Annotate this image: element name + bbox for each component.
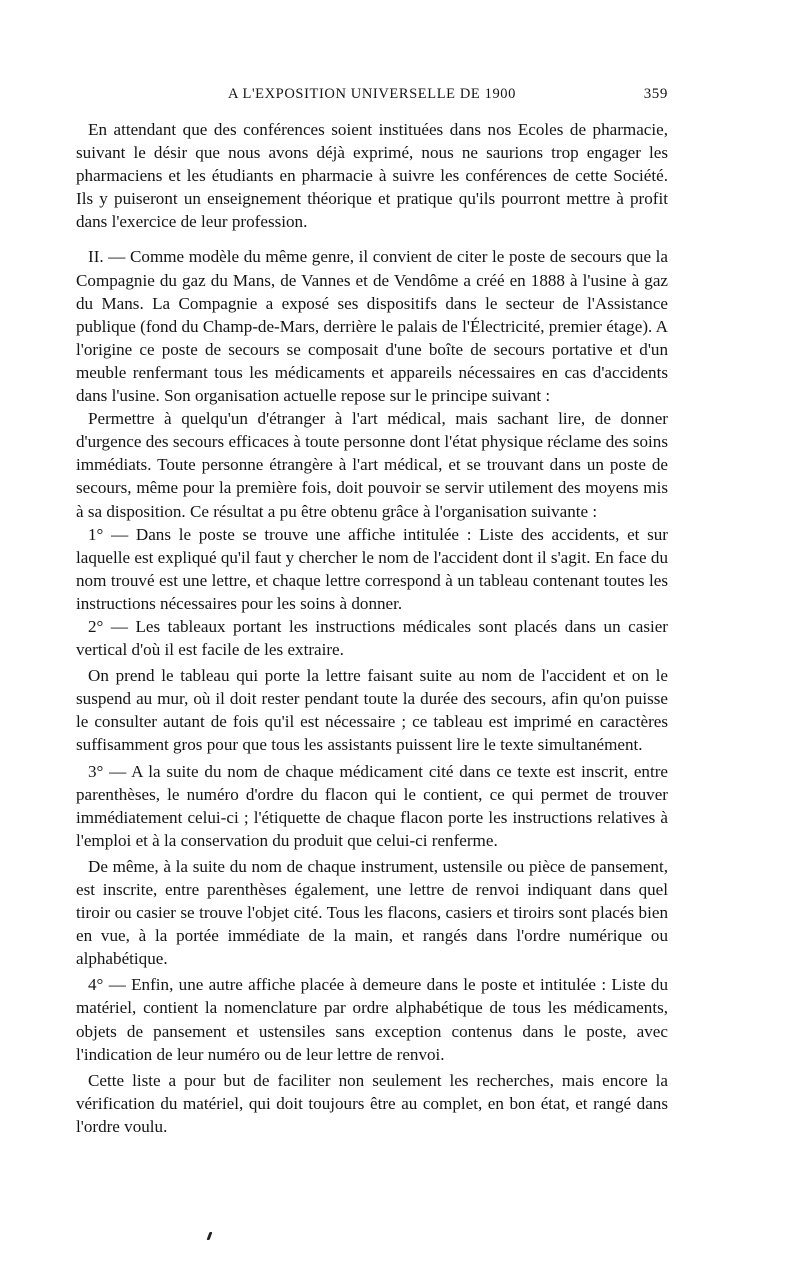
paragraph-point-4: 4° — Enfin, une autre affiche placée à demeure dans le poste et intitulée : Liste du matériel, contient la nomenclature par ordre alphabétique de tous les médicaments, objets de pansement et ustensiles sans exception contenus dans le poste, avec l'indication de leur numéro ou de leur lettre de renvoi.: [76, 975, 668, 1064]
paragraph-instruments: De même, à la suite du nom de chaque instrument, ustensile ou pièce de pansement, est inscrite, entre parenthèses également, une lettre de renvoi indiquant dans quel tiroir ou casier se trouve l'objet cité. Tous les flacons, casiers et tiroirs sont placés bien en vue, à la portée immédiate de la main, et rangés dans l'ordre numérique ou alphabétique.: [76, 856, 668, 969]
running-title: A L'EXPOSITION UNIVERSELLE DE 1900: [227, 86, 517, 102]
paragraph-point-2: 2° — Les tableaux portant les instructions médicales sont placés dans un casier vertical d'où il est facile de les extraire.: [76, 616, 668, 660]
paragraph-list-purpose: Cette liste a pour but de faciliter non seulement les recherches, mais encore la vérification du matériel, qui doit toujours être au complet, en bon état, et rangé dans l'ordre voulu.: [76, 1070, 668, 1136]
paragraph-tableau: On prend le tableau qui porte la lettre faisant suite au nom de l'accident et on le suspend au mur, où il doit rester pendant toute la durée des secours, afin qu'on puisse le consulter autant de fois qu'il est nécessaire ; ce tableau est imprimé en caractères suffisamment gros pour que tous les assistants puissent lire le texte simultanément.: [76, 666, 668, 755]
page-number: 359: [643, 86, 668, 102]
body-text: [76, 118, 668, 1138]
running-head: [76, 86, 668, 106]
paragraph-pharmacy-conferences: En attendant que des conférences soient instituées dans nos Ecoles de pharmacie, suivant le désir que nous avons déjà exprimé, nous ne saurions trop engager les pharmaciens et les étudiants en pharmacie à suivre les conférences de cette Société. Ils y puiseront un enseignement théorique et pratique qu'ils pourront mettre à profit dans l'exercice de leur profession.: [76, 120, 668, 232]
paragraph-gas-company-first-aid: II. — Comme modèle du même genre, il convient de citer le poste de secours que la Compagnie du gaz du Mans, de Vannes et de Vendôme a créé en 1888 à l'usine à gaz du Mans. La Compagnie a exposé ses dispositifs dans le secteur de l'Assistance publique (fond du Champ-de-Mars, derrière le palais de l'Électricité, premier étage). A l'origine ce poste de secours se composait d'une boîte de secours portative et d'un meuble renfermant tous les médicaments et appareils nécessaires en cas d'accidents dans l'usine. Son organisation actuelle repose sur le principe suivant :: [76, 247, 668, 406]
paragraph-point-3: 3° — A la suite du nom de chaque médicament cité dans ce texte est inscrit, entre parenthèses, le numéro d'ordre du flacon qui le contient, ce qui permet de trouver immédiatement celui-ci ; l'étiquette de chaque flacon porte les instructions relatives à l'emploi et à la conservation du produit que celui-ci renferme.: [76, 761, 668, 850]
paragraph-point-1: 1° — Dans le poste se trouve une affiche intitulée : Liste des accidents, et sur laquelle est expliqué qu'il faut y chercher le nom de l'accident dont il s'agit. En face du nom trouvé est une lettre, et chaque lettre correspond à un tableau contenant toutes les instructions nécessaires pour les soins à donner.: [76, 524, 668, 613]
ink-speck: [207, 1232, 213, 1240]
paragraph-principle: Permettre à quelqu'un d'étranger à l'art médical, mais sachant lire, de donner d'urgence des secours efficaces à toute personne dont l'état physique réclame des soins immédiats. Toute personne étrangère à l'art médical, et se trouvant dans un poste de secours, même pour la première fois, doit pouvoir se servir utilement des moyens mis à sa disposition. Ce résultat a pu être obtenu grâce à l'organisation suivante :: [76, 409, 668, 521]
